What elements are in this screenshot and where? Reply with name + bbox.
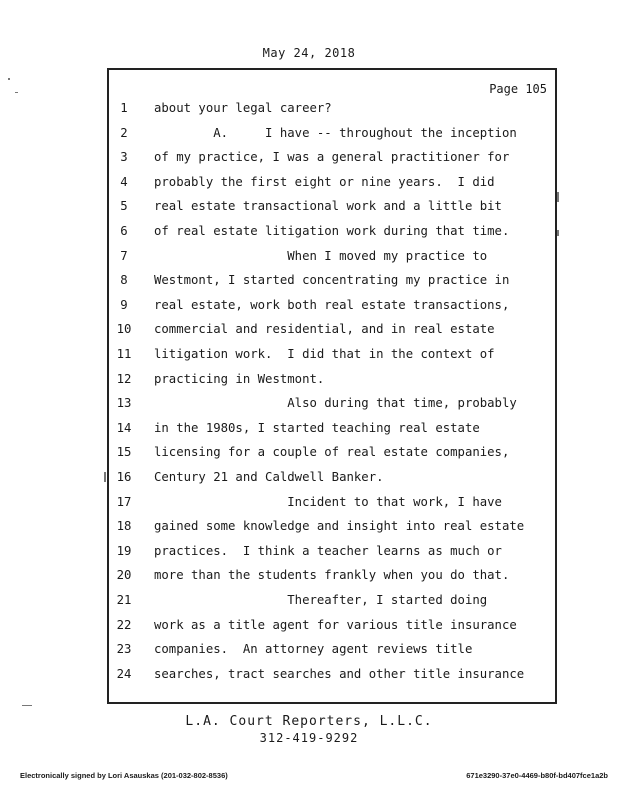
line-text: in the 1980s, I started teaching real estate [154,420,480,435]
page-date: May 24, 2018 [262,46,356,60]
transcript-line [109,514,557,538]
line-number: 7 [120,248,128,263]
line-number: 2 [120,125,128,140]
line-number: 17 [116,494,132,509]
line-text: of real estate litigation work during that time. [154,224,510,238]
transcript-frame [107,68,557,704]
transcript-line [109,121,557,145]
line-number: 23 [116,642,132,657]
line-text: A. I have -- throughout the inception [154,125,517,140]
transcript-line [109,170,557,194]
line-text: searches, tract searches and other title insurance [154,666,525,681]
line-text: When I moved my practice to [154,248,488,263]
line-text: probably the first eight or nine years. I did [154,174,495,189]
e-signature-note: Electronically signed by Lori Asauskas (201-032-802-8536) [20,771,228,780]
line-number: 12 [116,371,132,386]
line-text: Westmont, I started concentrating my practice in [154,273,510,288]
transcript-line [109,367,557,391]
transcript-line [109,416,557,440]
line-number: 13 [116,396,132,411]
line-text: of my practice, I was a general practitioner for [154,150,510,165]
line-text: Incident to that work, I have [154,494,502,509]
court-reporter-name: L.A. Court Reporters, L.L.C. [185,714,433,729]
line-text: Also during that time, probably [154,396,517,411]
line-text: licensing for a couple of real estate companies, [154,445,510,460]
line-text: Century 21 and Caldwell Banker. [154,470,384,484]
line-number: 22 [116,617,132,632]
scan-speck [15,92,18,93]
transcript-line [109,563,557,587]
scan-speck [8,78,10,80]
line-number: 11 [116,347,132,361]
transcript-line [109,588,557,612]
line-number: 5 [120,199,128,214]
line-number: 3 [120,150,128,165]
transcript-line [109,637,557,661]
line-number: 9 [120,297,128,312]
transcript-line [109,96,557,120]
transcript-line [109,342,557,366]
transcript-line [109,613,557,637]
transcript-line [109,268,557,292]
line-number: 16 [116,470,132,484]
transcript-line [109,539,557,563]
line-number: 10 [116,322,132,337]
court-reporter-phone: 312-419-9292 [259,731,359,745]
line-text: real estate, work both real estate transactions, [154,297,510,312]
transcript-line [109,244,557,268]
line-number: 14 [116,420,132,435]
transcript-line [109,662,557,686]
transcript-line [109,440,557,464]
line-number: 18 [116,519,132,534]
line-text: practices. I think a teacher learns as much or [154,543,502,558]
line-number: 20 [116,568,132,583]
transcript-line [109,391,557,415]
transcript-line [109,145,557,169]
line-text: companies. An attorney agent reviews title [154,642,473,657]
line-text: litigation work. I did that in the context of [154,347,495,361]
line-text: more than the students frankly when you do that. [154,568,510,583]
scan-speck [557,192,559,202]
line-text: about your legal career? [154,101,332,115]
line-number: 4 [120,174,128,189]
line-text: work as a title agent for various title insurance [154,617,517,632]
line-number: 6 [120,224,128,238]
line-text: real estate transactional work and a little bit [154,199,502,214]
line-number: 15 [116,445,132,460]
transcript-line [109,465,557,489]
line-text: gained some knowledge and insight into real estate [154,519,525,534]
line-number: 19 [116,543,132,558]
page-number: Page 105 [489,82,547,96]
line-number: 1 [120,101,128,115]
transcript-line [109,194,557,218]
line-text: commercial and residential, and in real estate [154,322,495,337]
transcript-line [109,317,557,341]
scan-speck [557,230,559,236]
scan-speck [104,472,106,482]
line-text: Thereafter, I started doing [154,593,488,607]
transcript-line [109,293,557,317]
scan-speck [22,705,32,706]
line-number: 24 [116,666,132,681]
line-text: practicing in Westmont. [154,371,325,386]
transcript-line [109,219,557,243]
line-number: 21 [116,593,132,607]
transcript-line [109,490,557,514]
line-number: 8 [120,273,128,288]
document-id: 671e3290-37e0-4469-b80f-bd407fce1a2b [466,771,608,780]
